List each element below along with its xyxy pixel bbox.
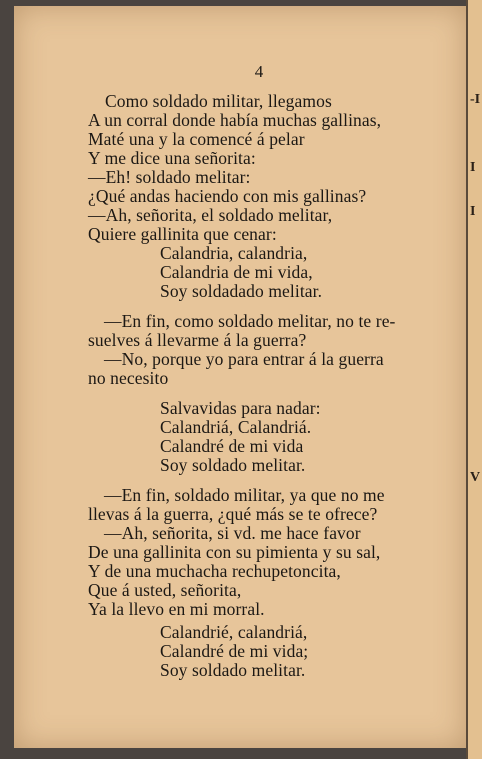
text-line: Como soldado militar, llegamos xyxy=(105,91,332,111)
text-line: —Eh! soldado melitar: xyxy=(88,167,251,187)
text-line: A un corral donde había muchas gallinas, xyxy=(88,110,382,130)
adjacent-page-edge: -I I I V xyxy=(466,0,482,759)
text-line: ¿Qué andas haciendo con mis gallinas? xyxy=(88,186,367,206)
text-line: llevas á la guerra, ¿qué más se te ofrece? xyxy=(88,504,378,524)
text-line: Quiere gallinita que cenar: xyxy=(88,224,277,244)
text-line: Calandré de mi vida; xyxy=(160,641,309,661)
text-line: Calandré de mi vida xyxy=(160,436,304,456)
text-line: Salvavidas para nadar: xyxy=(160,398,321,418)
text-line: Ya la llevo en mi morral. xyxy=(88,599,265,619)
text-line: Calandria de mi vida, xyxy=(160,262,313,282)
text-line: Maté una y la comencé á pelar xyxy=(88,129,305,149)
text-line: suelves á llevarme á la guerra? xyxy=(88,330,307,350)
text-line: Calandria, calandria, xyxy=(160,243,308,263)
text-line: —En fin, soldado militar, ya que no me xyxy=(104,485,385,505)
text-line: —No, porque yo para entrar á la guerra xyxy=(104,349,384,369)
text-line: Y me dice una señorita: xyxy=(88,148,256,168)
text-line: —En fin, como soldado melitar, no te re- xyxy=(104,311,396,331)
text-line: Que á usted, señorita, xyxy=(88,580,242,600)
text-line: De una gallinita con su pimienta y su sal, xyxy=(88,542,381,562)
text-line: Calandrié, calandriá, xyxy=(160,622,308,642)
text-line: Soy soldado melitar. xyxy=(160,455,306,475)
page-number: 4 xyxy=(254,62,264,81)
text-line: Calandriá, Calandriá. xyxy=(160,417,312,437)
text-line: Soy soldado melitar. xyxy=(160,660,306,680)
text-line: Y de una muchacha rechupetoncita, xyxy=(88,561,341,581)
text-line: Soy soldadado melitar. xyxy=(160,281,323,301)
text-line: no necesito xyxy=(88,368,169,388)
text-line: —Ah, señorita, el soldado melitar, xyxy=(88,205,333,225)
text-line: —Ah, señorita, si vd. me hace favor xyxy=(104,523,361,543)
